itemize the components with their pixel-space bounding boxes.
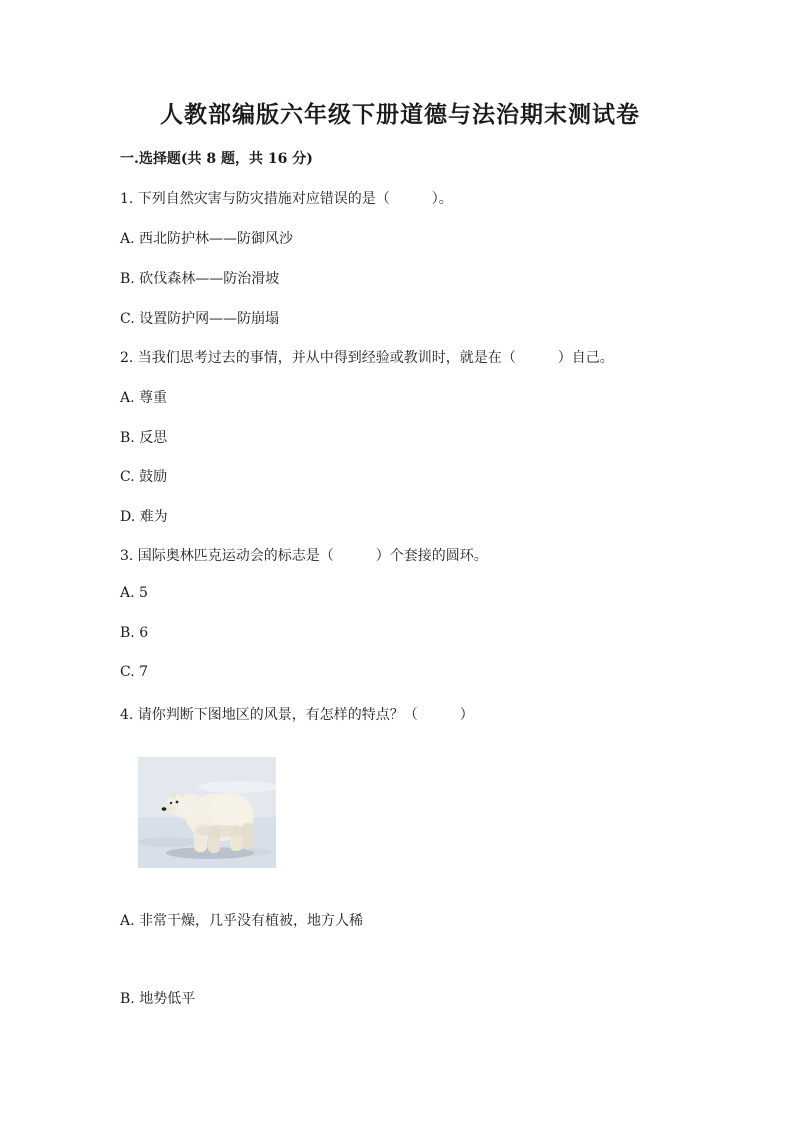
question-1-option-a: A. 西北防护林——防御风沙 xyxy=(120,231,294,247)
section-heading: 一.选择题(共 8 题，共 16 分) xyxy=(120,151,313,167)
question-2-stem: 2. 当我们思考过去的事情，并从中得到经验或教训时，就是在（ ）自己。 xyxy=(120,350,614,366)
question-3-stem: 3. 国际奥林匹克运动会的标志是（ ）个套接的圆环。 xyxy=(120,548,488,564)
question-4-option-a: A. 非常干燥，几乎没有植被，地方人稀 xyxy=(120,913,364,929)
polar-bear-photo xyxy=(138,757,276,868)
question-1-stem: 1. 下列自然灾害与防灾措施对应错误的是（ ）。 xyxy=(120,191,453,207)
question-2-option-b: B. 反思 xyxy=(120,430,168,446)
question-3-option-c: C. 7 xyxy=(120,664,149,680)
question-4-stem: 4. 请你判断下图地区的风景，有怎样的特点？（ ） xyxy=(120,707,474,723)
page-title: 人教部编版六年级下册道德与法治期末测试卷 xyxy=(160,101,640,128)
question-3-option-b: B. 6 xyxy=(120,625,149,641)
question-4-option-b: B. 地势低平 xyxy=(120,991,196,1007)
question-3-option-a: A. 5 xyxy=(120,585,148,601)
question-2-option-c: C. 鼓励 xyxy=(120,469,168,485)
question-1-option-c: C. 设置防护网——防崩塌 xyxy=(120,311,280,327)
question-2-option-d: D. 难为 xyxy=(120,509,168,525)
question-1-option-b: B. 砍伐森林——防治滑坡 xyxy=(120,271,280,287)
polar-bear-icon xyxy=(138,757,276,868)
question-2-option-a: A. 尊重 xyxy=(120,390,168,406)
